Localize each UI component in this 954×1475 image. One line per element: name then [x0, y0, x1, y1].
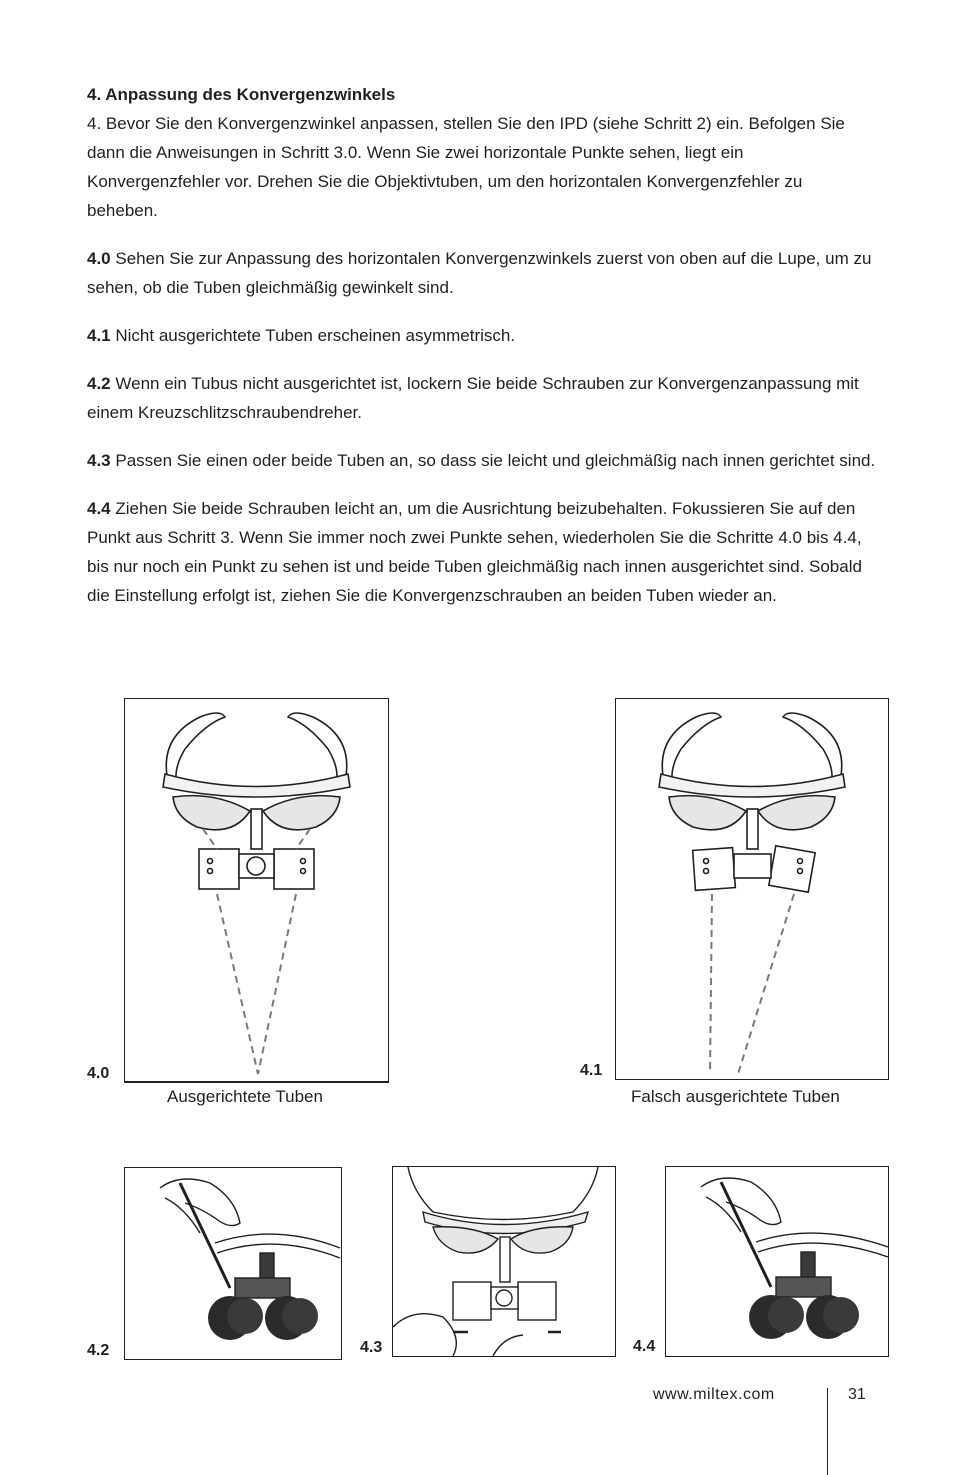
figure-loosen-screws	[124, 1167, 342, 1360]
screwdriver-loupe-illustration	[125, 1168, 341, 1359]
text-content	[87, 80, 877, 629]
step-text: Ziehen Sie beide Schrauben leicht an, um die Ausrichtung beizubehalten. Fokussieren Sie auf den Punkt aus Schritt 3. Wenn Sie immer noch zwei Punkte sehen, wiederholen Sie die Schritte 4.0 bis 4.4, bis nur noch ein Punkt zu sehen ist und beide Tuben gleichmäßig nach innen ausgerichtet sind. Sobald die Einstellung erfolgt ist, ziehen Sie die Konvergenzschrauben an beiden Tuben wieder an.	[87, 499, 862, 605]
step-paragraph	[87, 244, 877, 302]
step-text: Passen Sie einen oder beide Tuben an, so dass sie leicht und gleichmäßig nach innen gerichtet sind.	[115, 451, 876, 470]
step-number: 4.0	[87, 249, 111, 268]
figure-label-4-0: 4.0	[87, 1065, 110, 1082]
step-paragraph	[87, 321, 877, 350]
footer-divider	[827, 1388, 828, 1475]
hands-adjust-illustration	[393, 1167, 615, 1356]
step-paragraph	[87, 494, 877, 610]
step-text: Sehen Sie zur Anpassung des horizontalen Konvergenzwinkels zuerst von oben auf die Lupe, um zu sehen, ob die Tuben gleichmäßig gewinkelt sind.	[87, 249, 872, 297]
page-number: 31	[848, 1386, 866, 1403]
figure-caption-misaligned: Falsch ausgerichtete Tuben	[631, 1087, 840, 1106]
figure-caption-aligned: Ausgerichtete Tuben	[167, 1087, 323, 1106]
step-paragraph	[87, 369, 877, 427]
figure-label-4-4: 4.4	[633, 1338, 656, 1355]
figure-misaligned-tubes	[615, 698, 889, 1080]
step-number: 4.1	[87, 326, 111, 345]
figure-label-4-1: 4.1	[580, 1062, 603, 1079]
step-number: 4.4	[87, 499, 111, 518]
figure-label-4-3: 4.3	[360, 1339, 383, 1356]
footer-url: www.miltex.com	[653, 1386, 775, 1403]
figure-label-4-2: 4.2	[87, 1342, 110, 1359]
step-number: 4.3	[87, 451, 111, 470]
step-text: Nicht ausgerichtete Tuben erscheinen asymmetrisch.	[115, 326, 516, 345]
figure-tighten-screws	[665, 1166, 889, 1357]
step-paragraph	[87, 446, 877, 475]
step-number: 4.2	[87, 374, 111, 393]
figure-aligned-tubes	[124, 698, 389, 1083]
figure-adjust-tubes	[392, 1166, 616, 1357]
section-heading: 4. Anpassung des Konvergenzwinkels	[87, 85, 396, 104]
step-text: Wenn ein Tubus nicht ausgerichtet ist, lockern Sie beide Schrauben zur Konvergenzanpassung mit einem Kreuzschlitzschraubendreher.	[87, 374, 859, 422]
loupe-misaligned-illustration	[616, 699, 888, 1079]
intro-paragraph: 4. Bevor Sie den Konvergenzwinkel anpassen, stellen Sie den IPD (siehe Schritt 2) ein. Befolgen Sie dann die Anweisungen in Schritt 3.0. Wenn Sie zwei horizontale Punkte sehen, liegt ein Konvergenzfehler vor. Drehen Sie die Objektivtuben, um den horizontalen Konvergenzfehler zu beheben.	[87, 114, 845, 220]
screwdriver-tighten-illustration	[666, 1167, 888, 1356]
loupe-aligned-illustration	[125, 699, 388, 1081]
